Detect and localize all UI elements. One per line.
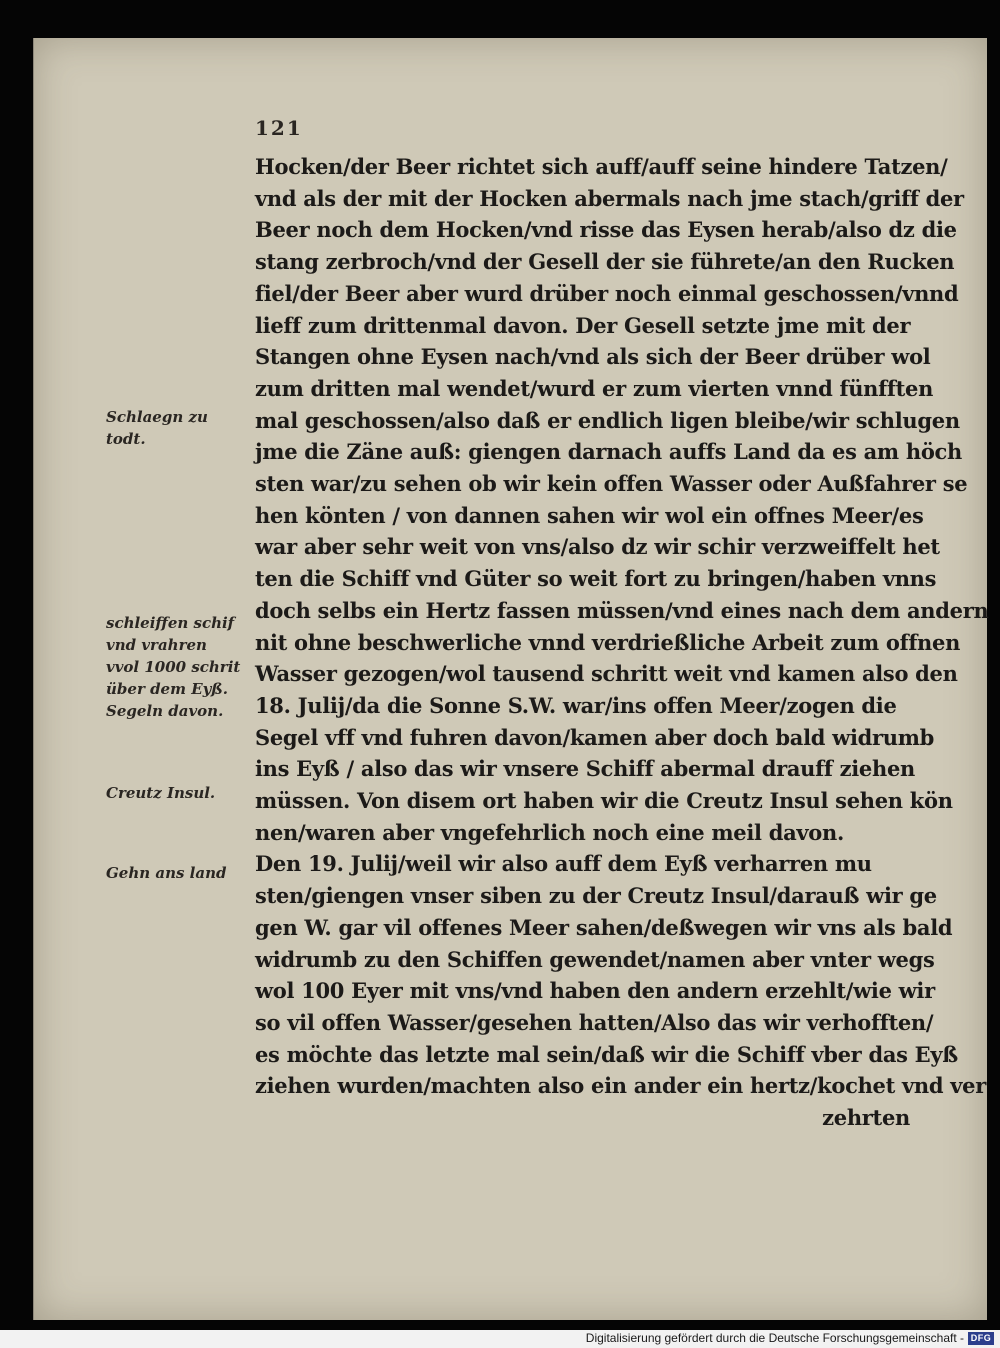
text-line: widrumb zu den Schiffen gewendet/namen aber vnter wegs <box>255 946 935 972</box>
page-number: 121 <box>255 116 303 140</box>
text-line: wol 100 Eyer mit vns/vnd haben den andern erzehlt/wie wir <box>255 978 935 1004</box>
marginal-line: Gehn ans land <box>106 864 227 882</box>
text-line: es möchte das letzte mal sein/daß wir die Schiff vber das Eyß <box>255 1041 958 1067</box>
text-line: nen/waren aber vngefehrlich noch eine meil davon. <box>255 819 844 845</box>
text-line: müssen. Von disem ort haben wir die Creutz Insul sehen kön <box>255 788 953 813</box>
text-line: zum dritten mal wendet/wurd er zum vierten vnnd fünfften <box>255 375 934 401</box>
text-line: war aber sehr weit von vns/also dz wir schir verzweiffelt het <box>255 534 940 560</box>
text-line: ins Eyß / also das wir vnsere Schiff abermal drauff ziehen <box>255 756 915 782</box>
text-line: fiel/der Beer aber wurd drüber noch einmal geschossen/vnnd <box>255 280 959 306</box>
text-line: hen könten / von dannen sahen wir wol ein offnes Meer/es <box>255 502 924 528</box>
marginal-line: Segeln davon. <box>106 702 224 720</box>
marginal-line: Schlaegn zu <box>106 408 208 426</box>
text-line: ziehen wurden/machten also ein ander ein hertz/kochet vnd ver <box>255 1073 987 1099</box>
text-line: nit ohne beschwerliche vnnd verdrießliche Arbeit zum offnen <box>255 629 961 655</box>
marginal-line: todt. <box>106 430 146 448</box>
marginal-note-1 <box>106 406 246 450</box>
footer-credit: Digitalisierung gefördert durch die Deutsche Forschungsgemeinschaft - <box>585 1331 964 1345</box>
text-line: so vil offen Wasser/gesehen hatten/Also das wir verhofften/ <box>255 1009 934 1035</box>
marginal-line: vvol 1000 schrit <box>106 658 241 676</box>
text-line: 18. Julij/da die Sonne S.W. war/ins offen Meer/zogen die <box>255 692 897 718</box>
text-line: sten war/zu sehen ob wir kein offen Wasser oder Außfahrer se <box>255 471 968 496</box>
text-line: Beer noch dem Hocken/vnd risse das Eysen herab/also dz die <box>255 217 957 243</box>
text-line: sten/giengen vnser siben zu der Creutz Insul/darauß wir ge <box>255 883 937 909</box>
text-line: ten die Schiff vnd Güter so weit fort zu bringen/haben vnns <box>255 566 937 592</box>
dfg-logo: DFG <box>968 1332 994 1345</box>
text-line: vnd als der mit der Hocken abermals nach jme stach/griff der <box>255 185 964 211</box>
text-line: Wasser gezogen/wol tausend schritt weit vnd kamen also den <box>255 661 958 687</box>
text-line: mal geschossen/also daß er endlich ligen bleibe/wir schlugen <box>255 407 960 433</box>
marginal-line: vnd vrahren <box>106 636 207 654</box>
marginal-note-2 <box>106 612 246 722</box>
marginal-note-3 <box>106 782 246 804</box>
text-line: Stangen ohne Eysen nach/vnd als sich der Beer drüber wol <box>255 344 931 370</box>
marginal-line: über dem Eyß. <box>106 680 228 698</box>
text-line: gen W. gar vil offenes Meer sahen/deßwegen wir vns als bald <box>255 914 953 940</box>
text-line: Segel vff vnd fuhren davon/kamen aber doch bald widrumb <box>255 724 935 750</box>
marginal-line: schleiffen schif <box>106 614 235 632</box>
text-line: zehrten <box>822 1105 910 1130</box>
text-line: Hocken/der Beer richtet sich auff/auff seine hindere Tatzen/ <box>255 154 948 179</box>
text-line: doch selbs ein Hertz fassen müssen/vnd eines nach dem andern <box>255 597 989 623</box>
text-line: stang zerbroch/vnd der Gesell der sie führete/an den Rucken <box>255 249 955 275</box>
text-line: lieff zum drittenmal davon. Der Gesell setzte jme mit der <box>255 312 911 338</box>
text-line: jme die Zäne auß: giengen darnach auffs Land da es am höch <box>255 439 962 465</box>
marginal-note-4 <box>106 862 246 884</box>
marginal-line: Creutz Insul. <box>106 784 216 802</box>
text-line: Den 19. Julij/weil wir also auff dem Eyß verharren mu <box>255 851 872 877</box>
